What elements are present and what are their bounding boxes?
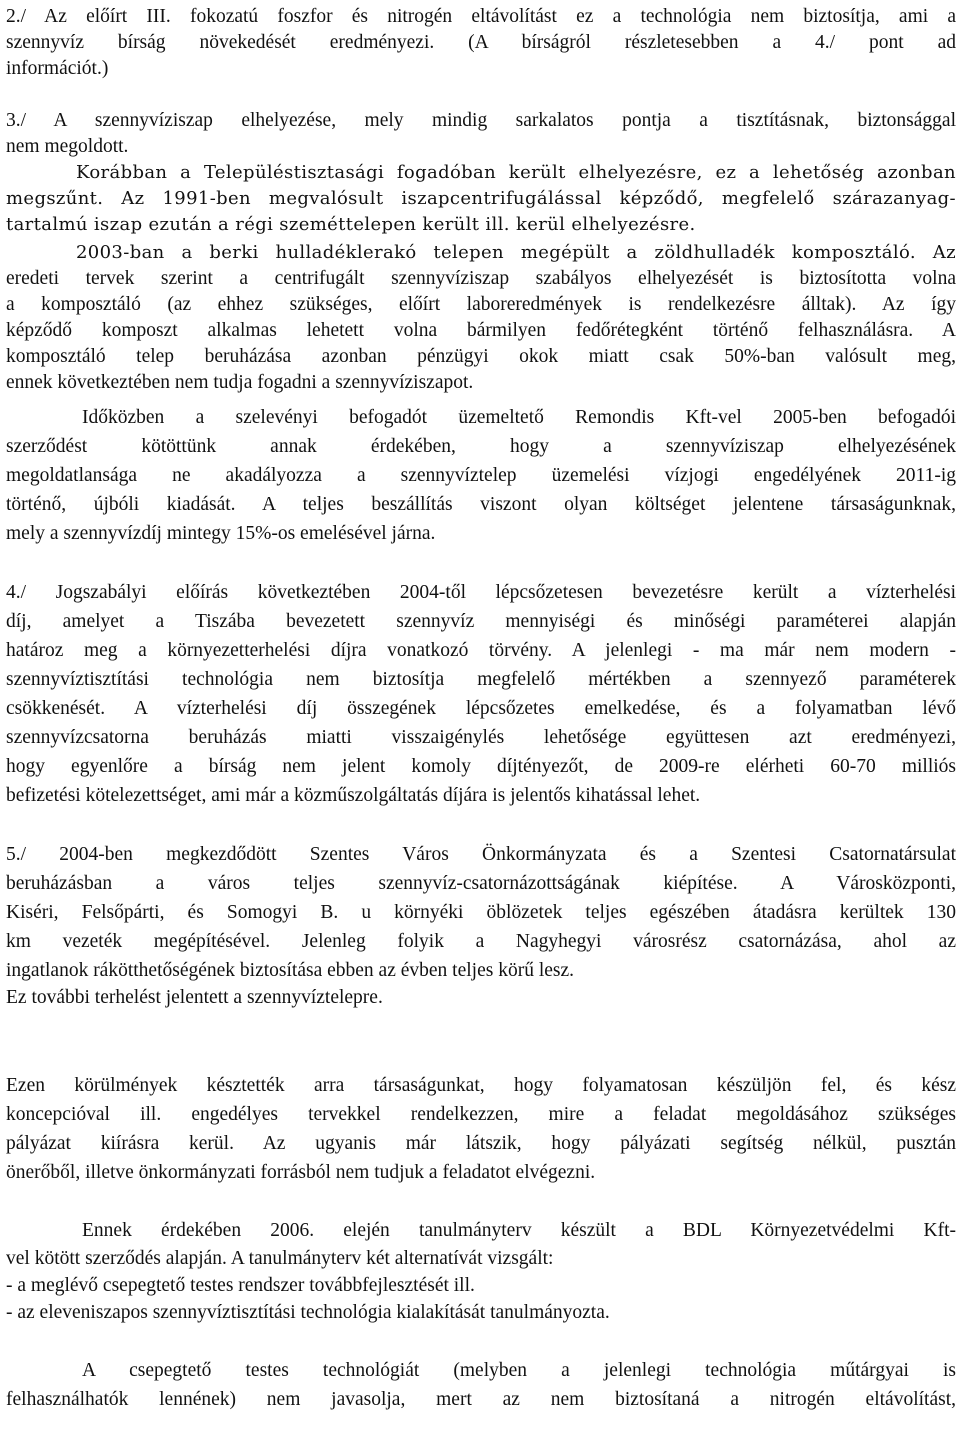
text-line: szerződést kötöttünk annak érdekében, hogy a szennyvíziszap elhelyezésének [6,436,956,457]
text-line: eredeti tervek szerint a centrifugált szennyvíziszap szabályos elhelyezését is biztosította volna [6,268,956,289]
text-line: ingatlanok rákötthetőségének biztosítása ebben az évben teljes körű lesz. [6,960,575,981]
text-line: a komposztáló (az ehhez szükséges, előírt laboreredmények is rendelkezésre álltak). Az így [6,294,956,315]
text-line: önerőből, illetve önkormányzati forrásból nem tudjuk a feladatot elvégezni. [6,1162,596,1183]
text-line: befizetési kötelezettséget, ami már a közműszolgáltatás díjára is jelentős kihatással lehet. [6,785,701,806]
text-line: határoz meg a környezetterhelési díjra vonatkozó törvény. A jelenlegi - ma már nem modern - [6,640,956,661]
text-line: díj, amelyet a Tiszába bevezetett szennyvíz mennyiségi és minőségi paraméterei alapján [6,611,956,632]
text-line: 4./ Jogszabályi előírás következtében 2004-től lépcsőzetesen bevezetésre került a vízterhelési [6,582,956,603]
text-line: szennyvízcsatorna beruházás miatti visszaigénylés lehetősége együttesen azt eredményezi, [6,727,956,748]
text-line: képződő komposzt alkalmas lehetett volna bármilyen fedőrétegként történő felhasználásra. A [6,320,956,341]
text-line: tartalmú iszap ezután a régi szeméttelepen került ill. kerül elhelyezésre. [6,214,696,235]
text-line: - a meglévő csepegtető testes rendszer továbbfejlesztését ill. [6,1275,475,1296]
text-line: Ezen körülmények késztették arra társaságunkat, hogy folyamatosan készüljön fel, és kész [6,1075,956,1096]
text-line: szennyvíztisztítási technológia nem biztosítja megfelelő mértékben a szennyező paraméterek [6,669,956,690]
text-line: információt.) [6,58,109,79]
text-line: komposztáló telep beruházása azonban pénzügyi okok miatt csak 50%-ban valósult meg, [6,346,956,367]
text-line: 2003-ban a berki hulladéklerakó telepen megépült a zöldhulladék komposztáló. Az [76,242,956,263]
text-line: felhasználhatók lennének) nem javasolja, mert az nem biztosítaná a nitrogén eltávolítást, [6,1389,956,1410]
text-line: koncepcióval ill. engedélyes tervekkel rendelkezzen, mire a feladat megoldásához szükséges [6,1104,956,1125]
text-line: Kiséri, Felsőpárti, és Somogyi B. u környéki öblözetek teljes egészében átadásra kerültek 130 [6,902,956,923]
text-line: km vezeték megépítésével. Jelenleg folyik a Nagyhegyi városrész csatornázása, ahol az [6,931,956,952]
text-line: csökkenését. A vízterhelési díj összegének lépcsőzetes emelkedése, és a folyamatban lévő [6,698,956,719]
text-line: mely a szennyvízdíj mintegy 15%-os emelésével járna. [6,523,436,544]
text-line: pályázat kiírásra kerül. Az ugyanis már látszik, hogy pályázati segítség nélkül, pusztán [6,1133,956,1154]
text-line: nem megoldott. [6,136,129,157]
text-line: szennyvíz bírság növekedését eredményezi. (A bírságról részletesebben a 4./ pont ad [6,32,956,53]
text-line: A csepegtető testes technológiát (melyben a jelenlegi technológia műtárgyai is [82,1360,956,1381]
text-line: Korábban a Településtisztasági fogadóban került elhelyezésre, ez a lehetőség azonban [76,162,956,183]
text-line: vel kötött szerződés alapján. A tanulmányterv két alternatívát vizsgált: [6,1248,554,1269]
text-line: Ennek érdekében 2006. elején tanulmányterv készült a BDL Környezetvédelmi Kft- [82,1220,956,1241]
text-line: megoldatlansága ne akadályozza a szennyvíztelep üzemelési vízjogi engedélyének 2011-ig [6,465,956,486]
text-line: hogy egyenlőre a bírság nem jelent komoly díjtényezőt, de 2009-re elérheti 60-70 milliós [6,756,956,777]
text-line: Időközben a szelevényi befogadót üzemeltető Remondis Kft-vel 2005-ben befogadói [82,407,956,428]
text-line: megszűnt. Az 1991-ben megvalósult iszapcentrifugálással képződő, megfelelő szárazanyag- [6,188,956,209]
text-line: 2./ Az előírt III. fokozatú foszfor és nitrogén eltávolítást ez a technológia nem biztosítja, ami a [6,6,956,27]
text-line: Ez további terhelést jelentett a szennyvíztelepre. [6,987,383,1008]
text-line: - az eleveniszapos szennyvíztisztítási technológia kialakítását tanulmányozta. [6,1302,610,1323]
text-line: ennek következtében nem tudja fogadni a szennyvíziszapot. [6,372,474,393]
text-line: 3./ A szennyvíziszap elhelyezése, mely mindig sarkalatos pontja a tisztításnak, biztonsággal [6,110,956,131]
text-line: történő, újbóli kiadását. A teljes beszállítás viszont olyan költséget jelentene társaságunknak, [6,494,956,515]
text-line: 5./ 2004-ben megkezdődött Szentes Város Önkormányzata és a Szentesi Csatornatársulat [6,844,956,865]
text-line: beruházásban a város teljes szennyvíz-csatornázottságának kiépítése. A Városközponti, [6,873,956,894]
